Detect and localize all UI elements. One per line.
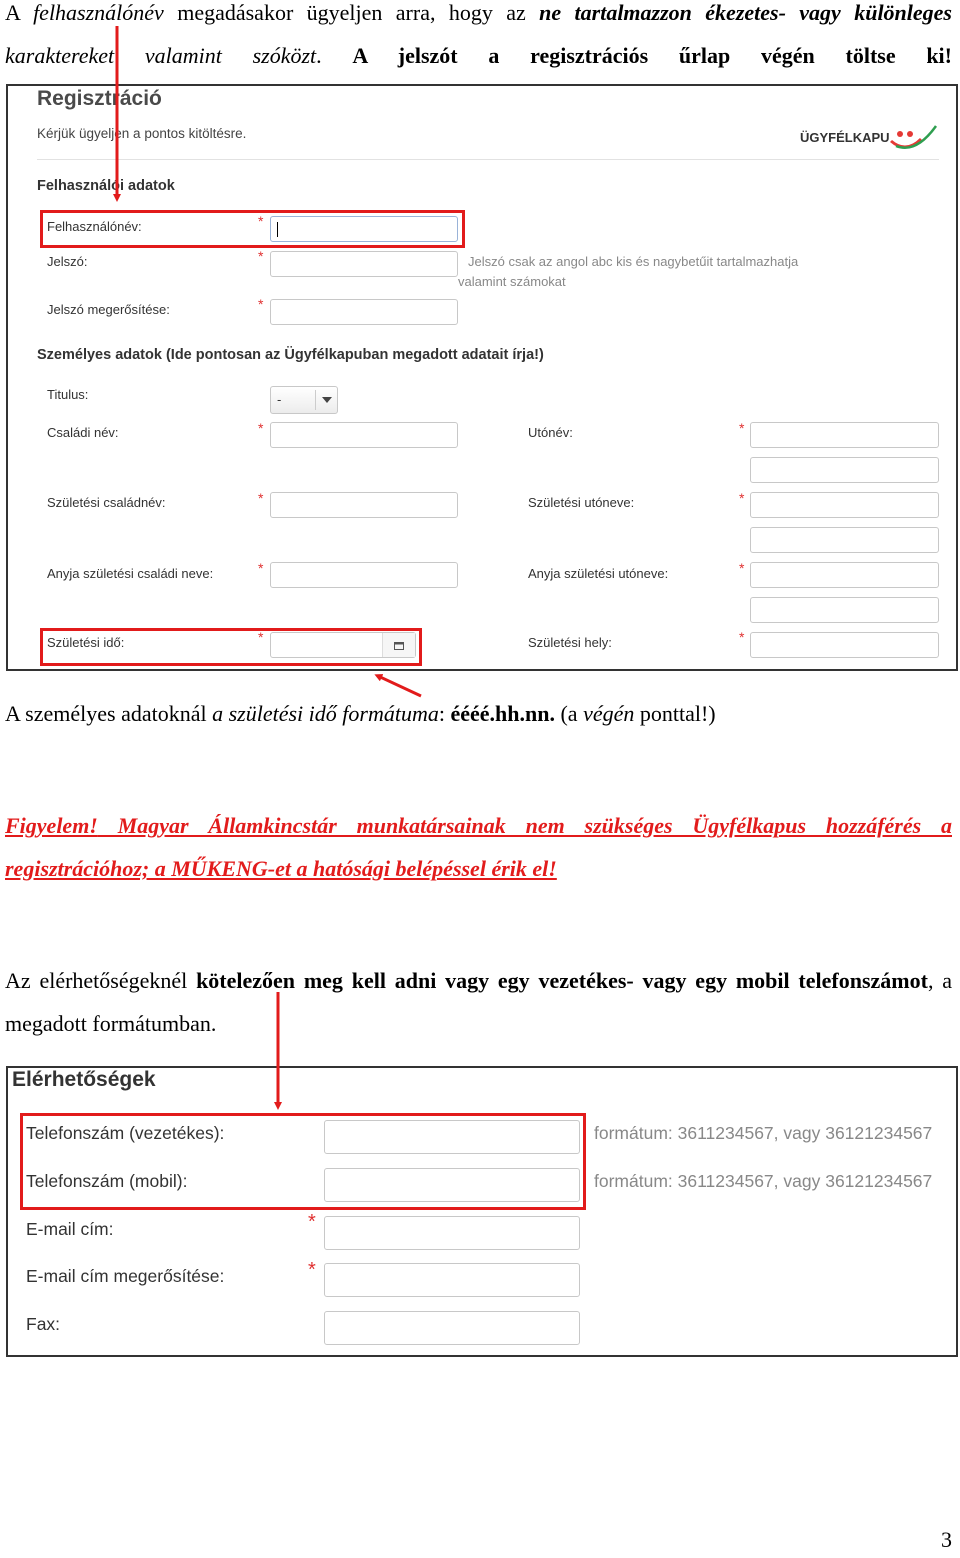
birth-given-name-label: Születési utóneve: [528,495,635,510]
logo-text: ÜGYFÉLKAPU [800,130,890,145]
required-mark: * [308,1259,316,1281]
birth-date-label: Születési idő: [47,635,125,650]
required-mark: * [258,296,264,312]
warning-label: Figyelem! [5,813,98,838]
birth-place-label: Születési hely: [528,635,612,650]
phone-mobile-label: Telefonszám (mobil): [26,1171,188,1191]
section-user-data: Felhasználói adatok [37,178,175,194]
page-number: 3 [941,1527,952,1552]
warning-paragraph: Figyelem! Magyar Államkincstár munkatársainak nem szükséges Ügyfélkapus hozzáférés a regisztrációhoz; a MŰKENG-et a hatósági belépéssel érik el! [5,813,952,881]
required-mark: * [308,1211,316,1233]
family-name-label: Családi név: [47,425,119,440]
registration-title: Regisztráció [37,87,162,110]
password-hint-line-1: Jelszó csak az angol abc kis és nagybetűit tartalmazhatja [468,254,799,269]
arrow-to-birth-date [378,676,421,696]
mother-family-name-label: Anyja születési családi neve: [47,566,214,581]
required-mark: * [739,490,745,506]
registration-subtitle: Kérjük ügyeljen a pontos kitöltésre. [37,126,247,141]
username-label: Felhasználónév: [47,219,142,234]
required-mark: * [739,560,745,576]
email-confirm-label: E-mail cím megerősítése: [26,1266,225,1286]
birth-family-name-label: Születési családnév: [47,495,166,510]
password-label: Jelszó: [47,254,88,269]
phone-landline-format-hint: formátum: 3611234567, vagy 36121234567 [594,1123,933,1143]
section-personal-data: Személyes adatok (Ide pontosan az Ügyfélkapuban megadott adatait írja!) [37,347,544,363]
phone-landline-label: Telefonszám (vezetékes): [26,1123,225,1143]
password-hint-line-2: valamint számokat [458,274,566,289]
required-mark: * [258,248,264,264]
required-mark: * [739,629,745,645]
fax-label: Fax: [26,1314,61,1334]
required-mark: * [258,213,264,229]
intro-paragraph: A felhasználónév megadásakor ügyeljen arra, hogy az ne tartalmazzon ékezetes- vagy különleges karaktereket valamint szóközt. A jelszót a regisztrációs űrlap végén töltse ki! [5,0,952,68]
contact-note: Az elérhetőségeknél kötelezően meg kell adni vagy egy vezetékes- vagy egy mobil telefonszámot, a megadott formátumban. [5,968,953,1036]
email-label: E-mail cím: [26,1219,114,1239]
title-label: Titulus: [47,387,89,402]
contact-title: Elérhetőségek [12,1068,156,1091]
required-mark: * [258,629,264,645]
required-mark: * [258,420,264,436]
required-mark: * [258,490,264,506]
password-confirm-label: Jelszó megerősítése: [47,302,170,317]
phone-mobile-format-hint: formátum: 3611234567, vagy 36121234567 [594,1171,933,1191]
birth-date-note: A személyes adatoknál a születési idő formátuma: éééé.hh.nn. (a végén ponttal!) [5,701,716,726]
title-select-value: - [277,392,282,407]
required-mark: * [739,420,745,436]
mother-given-name-label: Anyja születési utóneve: [528,566,669,581]
given-name-label: Utónév: [528,425,573,440]
required-mark: * [258,560,264,576]
